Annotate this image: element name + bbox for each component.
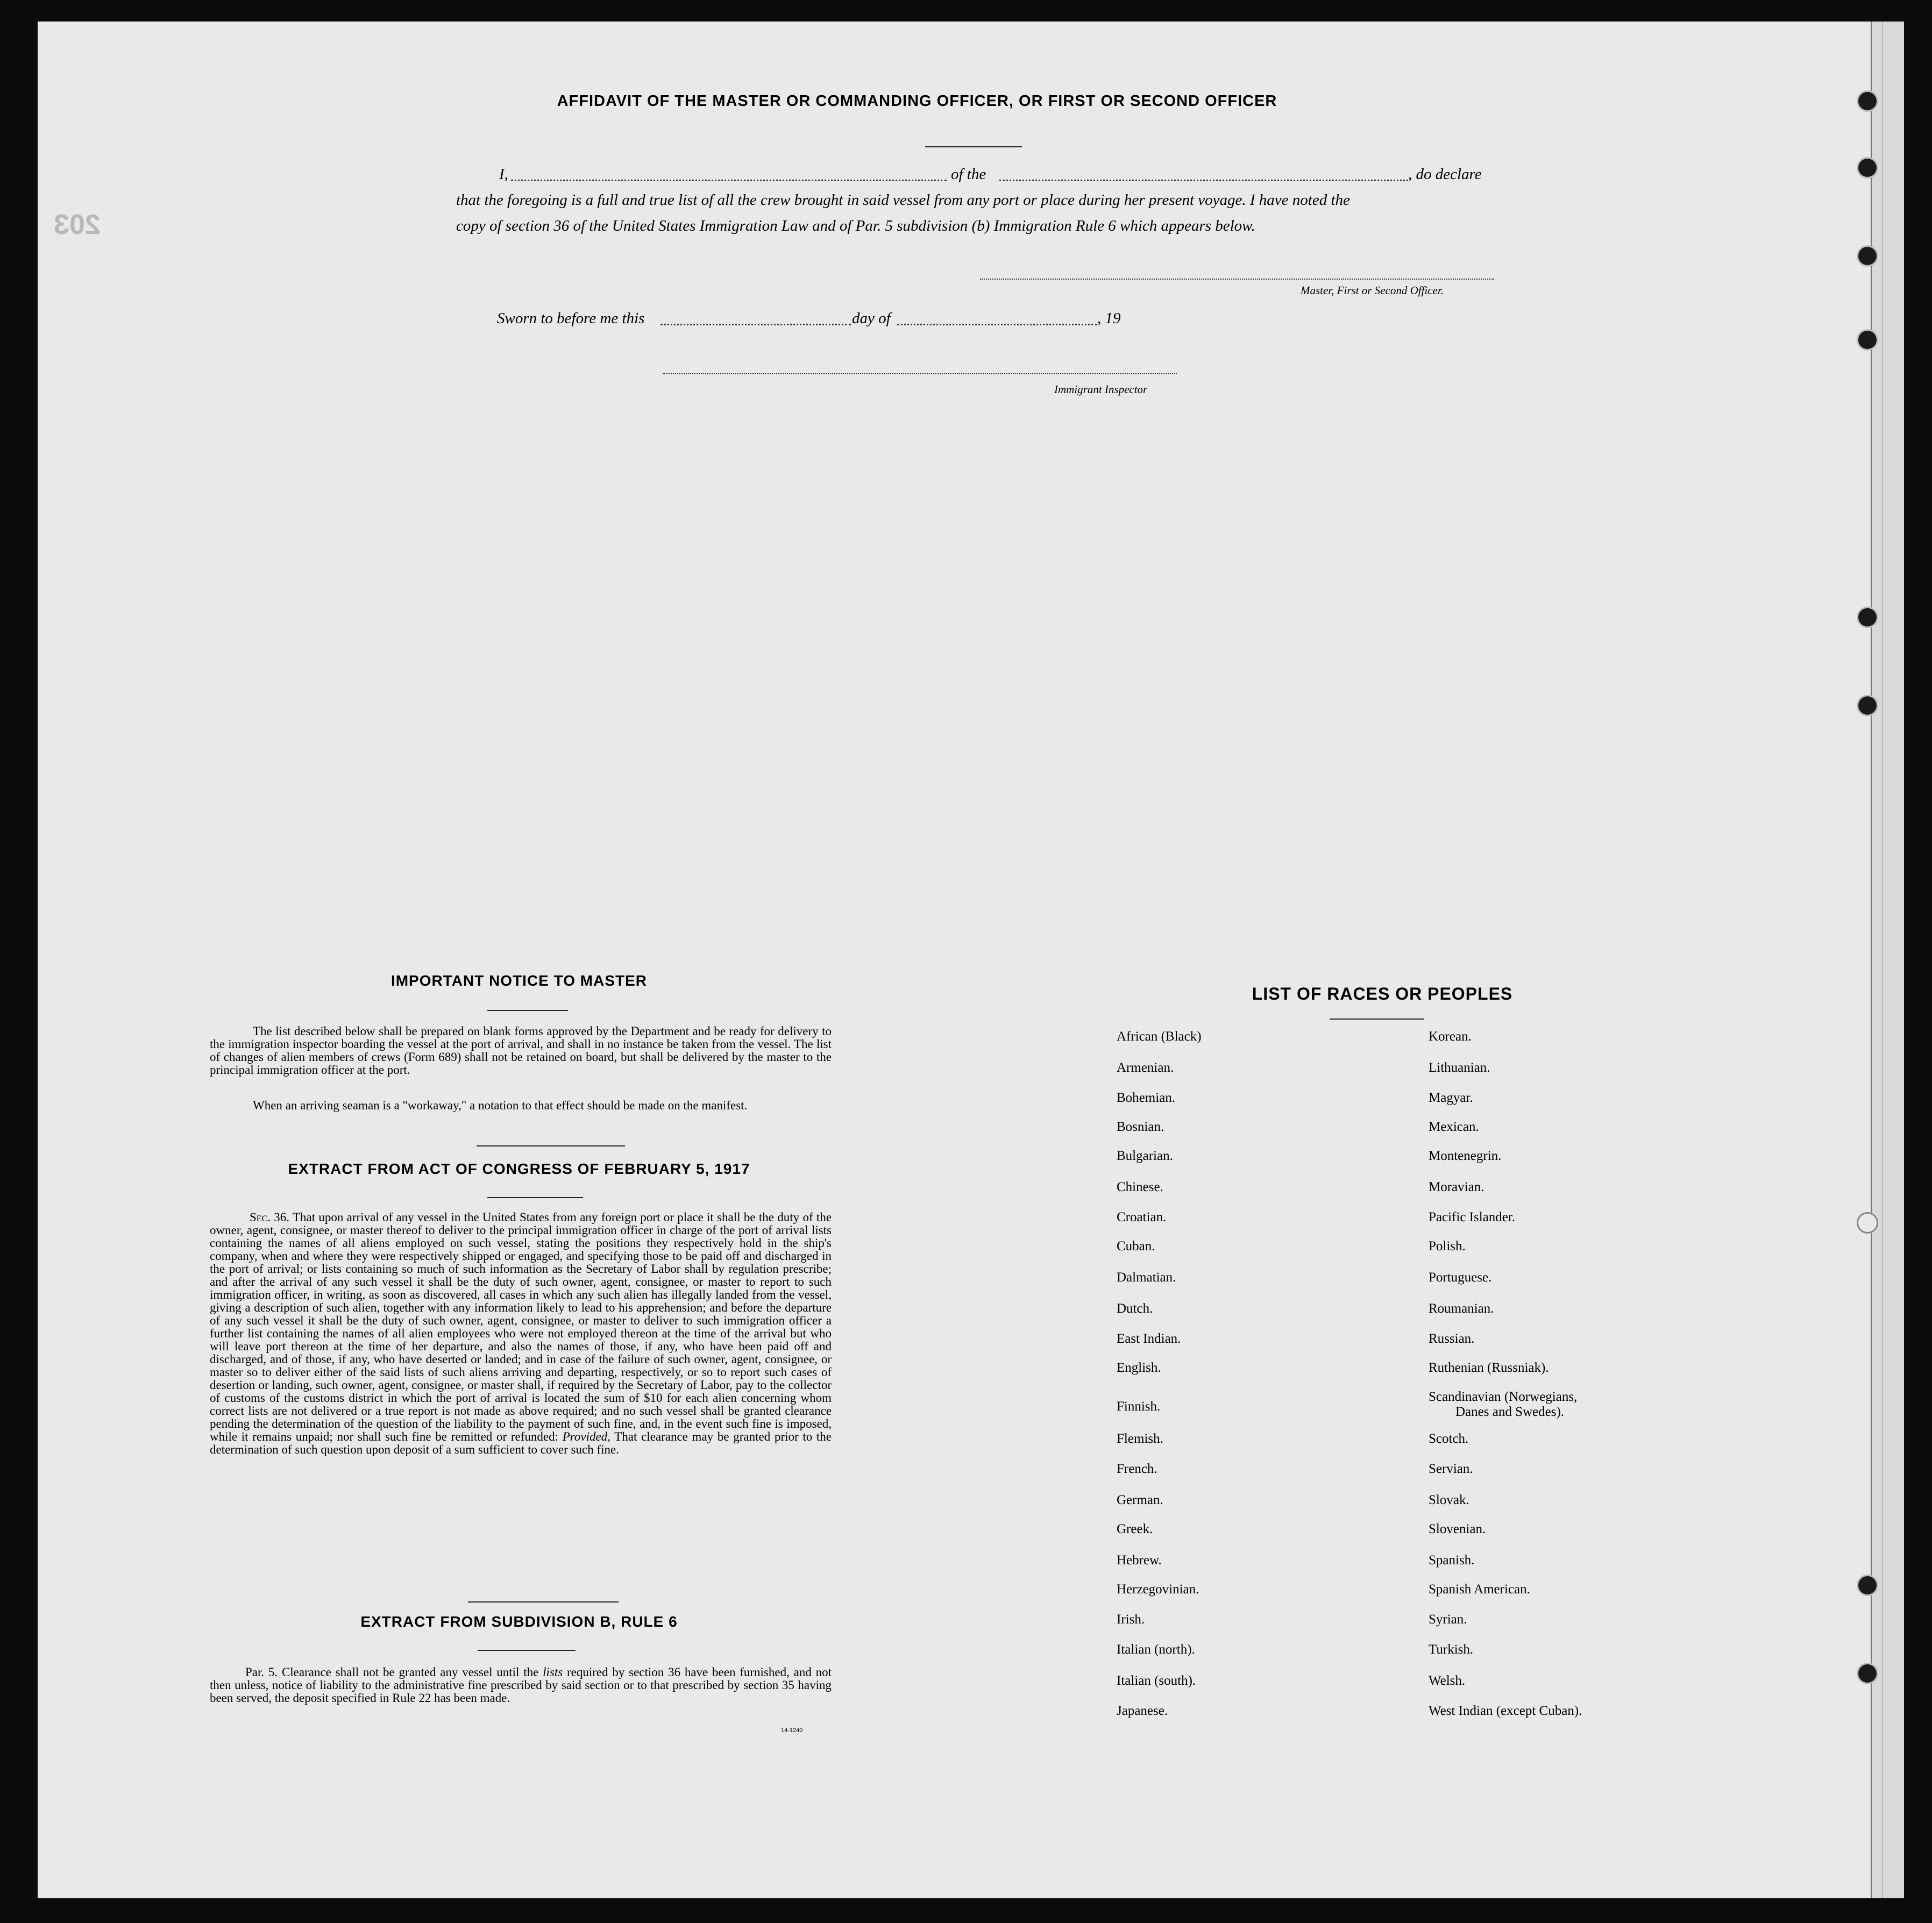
inspector-caption: Immigrant Inspector bbox=[1054, 383, 1148, 396]
form-number: 14-1240 bbox=[781, 1727, 803, 1734]
race-item: Finnish. bbox=[1117, 1399, 1161, 1414]
races-title: LIST OF RACES OR PEOPLES bbox=[1252, 984, 1513, 1003]
race-item: African (Black) bbox=[1117, 1029, 1202, 1044]
affidavit-i: I, bbox=[499, 166, 508, 183]
vessel-field[interactable] bbox=[999, 180, 1408, 181]
proviso-label: Provided, bbox=[562, 1430, 610, 1443]
race-item: Dutch. bbox=[1117, 1301, 1153, 1316]
race-item: Bosnian. bbox=[1117, 1120, 1164, 1134]
race-item: West Indian (except Cuban). bbox=[1429, 1704, 1582, 1718]
binder-hole bbox=[1857, 1663, 1878, 1684]
race-item: East Indian. bbox=[1117, 1331, 1181, 1346]
affidavit-line-2: that the foregoing is a full and true list of all the crew brought in said vessel from any port or place during her present voyage. I have noted the bbox=[456, 191, 1350, 209]
proviso-text: That clearance may be granted prior to the determination of such question upon deposit of a sum sufficient to cover such fine. bbox=[210, 1430, 832, 1456]
rule-lists-word: lists bbox=[543, 1665, 563, 1679]
rule-text-b: required by section 36 have been furnished, and not then unless, notice of liability to the administrative fine prescribed by said section or to that prescribed by section 35 having been served, the deposit specified in Rule 22 has been made. bbox=[210, 1665, 832, 1705]
binder-hole bbox=[1857, 90, 1878, 112]
race-item: Spanish American. bbox=[1429, 1582, 1530, 1597]
race-item: Lithuanian. bbox=[1429, 1060, 1490, 1075]
page-edge bbox=[1872, 22, 1904, 1898]
race-item: Roumanian. bbox=[1429, 1301, 1494, 1316]
race-item: Korean. bbox=[1429, 1029, 1472, 1044]
margin-page-number: 203 bbox=[54, 209, 101, 240]
rule-extract-text bbox=[210, 1666, 832, 1705]
sworn-day-of: day of bbox=[852, 310, 891, 327]
notice-paragraph-1: The list described below shall be prepared on blank forms approved by the Department and be ready for delivery to the immigration inspector boarding the vessel at the port of arrival, and shall in no instance be taken from the vessel. The list of changes of alien members of crews (Form 689) shall not be retained on board, but shall be delivered by the master to the principal immigration officer at the port. bbox=[210, 1024, 832, 1077]
race-item: Hebrew. bbox=[1117, 1553, 1162, 1568]
race-item: Montenegrin. bbox=[1429, 1149, 1502, 1163]
section-36-text: That upon arrival of any vessel in the United States from any foreign port or place it shall be the duty of the owner, agent, consignee, or master thereof to deliver to the principal immigration officer in charge of the port of arrival lists containing the names of all aliens employed on such vessel, stating the positions they respectively hold in the ship's company, when and where they were respectively shipped or engaged, and specifying those to be paid off and discharged in the port of arrival; or lists containing so much of such information as the Secretary of Labor shall by regulation prescribe; and after the arrival of any such vessel it shall be the duty of such owner, agent, consignee, or master to report to such immigration officer, in writing, as soon as discovered, all cases in which any such alien has illegally landed from the vessel, giving a description of such alien, together with any information likely to lead to his apprehension; and before the departure of any such vessel it shall be the duty of such owner, agent, consignee, or master to deliver to such immigration officer a further list containing the names of all alien employees who were not employed thereon at the time of the arrival but who will leave port thereon at the time of her departure, and also the names of those, if any, who have been paid off and discharged, and of those, if any, who have deserted or landed; and in case of the failure of such owner, agent, consignee, or master so to deliver either of the said lists of such aliens arriving and departing, respectively, or so to report such cases of desertion or landing, such owner, agent, consignee, or master shall, if required by the Secretary of Labor, pay to the collector of customs of the customs district in which the port of arrival is located the sum of $10 for each alien concerning whom correct lists are not delivered or a true report is not made as above required; and no such vessel shall be granted clearance pending the determination of the question of the liability to the payment of such fine, and, in the event such fine is imposed, while it remains unpaid; nor shall such fine be remitted or refunded: bbox=[210, 1210, 832, 1443]
notice-paragraph-2: When an arriving seaman is a "workaway," a notation to that effect should be made on the manifest. bbox=[253, 1099, 748, 1112]
race-item: Pacific Islander. bbox=[1429, 1210, 1516, 1224]
races-rule bbox=[1330, 1019, 1424, 1020]
sworn-prefix: Sworn to before me this bbox=[497, 310, 645, 327]
section-label: Sec. 36. bbox=[250, 1210, 290, 1224]
race-item: Syrian. bbox=[1429, 1612, 1467, 1627]
binder-hole bbox=[1857, 1575, 1878, 1596]
rule-text-a: Par. 5. Clearance shall not be granted any vessel until the bbox=[245, 1665, 539, 1679]
race-item: Portuguese. bbox=[1429, 1270, 1492, 1285]
race-item: Cuban. bbox=[1117, 1239, 1155, 1253]
race-item: Chinese. bbox=[1117, 1180, 1163, 1194]
race-item: Magyar. bbox=[1429, 1091, 1473, 1105]
notice-title: IMPORTANT NOTICE TO MASTER bbox=[390, 972, 648, 989]
binder-hole bbox=[1857, 245, 1878, 267]
rule-rule bbox=[478, 1650, 576, 1651]
binder-hole bbox=[1857, 1212, 1878, 1234]
master-caption: Master, First or Second Officer. bbox=[1301, 284, 1444, 297]
race-item: Scandinavian (Norwegians, bbox=[1429, 1390, 1578, 1404]
affidavit-declare: , do declare bbox=[1408, 166, 1482, 183]
race-item: Bulgarian. bbox=[1117, 1149, 1173, 1163]
binder-hole bbox=[1857, 329, 1878, 351]
section-rule bbox=[477, 1145, 625, 1146]
race-item: Japanese. bbox=[1117, 1704, 1168, 1718]
edge-divider bbox=[1871, 22, 1872, 1898]
section-rule bbox=[468, 1601, 619, 1602]
affidavit-of-the: of the bbox=[951, 166, 986, 183]
race-item: Spanish. bbox=[1429, 1553, 1475, 1568]
race-item: Welsh. bbox=[1429, 1673, 1466, 1688]
race-item: Slovak. bbox=[1429, 1493, 1469, 1507]
notice-rule bbox=[487, 1010, 568, 1011]
race-item: Irish. bbox=[1117, 1612, 1145, 1627]
rule-extract-title: EXTRACT FROM SUBDIVISION B, RULE 6 bbox=[360, 1613, 678, 1630]
binder-hole bbox=[1857, 157, 1878, 179]
race-item: Russian. bbox=[1429, 1331, 1475, 1346]
affidavit-line-3: copy of section 36 of the United States Immigration Law and of Par. 5 subdivision (b) Immigration Rule 6 which appears below. bbox=[456, 217, 1255, 234]
race-item: Armenian. bbox=[1117, 1060, 1174, 1075]
title-rule bbox=[925, 146, 1022, 147]
race-item: Italian (north). bbox=[1117, 1642, 1195, 1657]
race-item: Bohemian. bbox=[1117, 1091, 1176, 1105]
race-item: Slovenian. bbox=[1429, 1522, 1486, 1536]
master-signature-line[interactable] bbox=[980, 279, 1494, 280]
race-item: Mexican. bbox=[1429, 1120, 1479, 1134]
race-item: Flemish. bbox=[1117, 1431, 1163, 1446]
affidavit-title: AFFIDAVIT OF THE MASTER OR COMMANDING OFFICER, OR FIRST OR SECOND OFFICER bbox=[557, 92, 1277, 110]
act-extract-title: EXTRACT FROM ACT OF CONGRESS OF FEBRUARY 5, 1917 bbox=[288, 1160, 750, 1177]
race-item: Ruthenian (Russniak). bbox=[1429, 1361, 1549, 1375]
race-item: English. bbox=[1117, 1361, 1161, 1375]
race-item: Moravian. bbox=[1429, 1180, 1484, 1194]
race-item: Italian (south). bbox=[1117, 1673, 1196, 1688]
race-item: Scotch. bbox=[1429, 1431, 1469, 1446]
race-item: Herzegovinian. bbox=[1117, 1582, 1199, 1597]
inspector-signature-line[interactable] bbox=[663, 373, 1177, 374]
race-item: Greek. bbox=[1117, 1522, 1153, 1536]
race-item: French. bbox=[1117, 1462, 1157, 1476]
race-item: Croatian. bbox=[1117, 1210, 1167, 1224]
race-item: German. bbox=[1117, 1493, 1163, 1507]
race-item: Polish. bbox=[1429, 1239, 1466, 1253]
binder-hole bbox=[1857, 695, 1878, 716]
act-rule bbox=[487, 1197, 583, 1198]
race-item: Turkish. bbox=[1429, 1642, 1474, 1657]
binder-hole bbox=[1857, 607, 1878, 628]
sworn-day-field[interactable] bbox=[660, 324, 851, 325]
act-extract-text bbox=[210, 1211, 832, 1456]
sworn-year: , 19 bbox=[1097, 310, 1121, 327]
race-item-continuation: Danes and Swedes). bbox=[1455, 1405, 1565, 1419]
name-field[interactable] bbox=[511, 180, 947, 181]
race-item: Servian. bbox=[1429, 1462, 1473, 1476]
race-item: Dalmatian. bbox=[1117, 1270, 1176, 1285]
sworn-month-field[interactable] bbox=[897, 324, 1097, 325]
